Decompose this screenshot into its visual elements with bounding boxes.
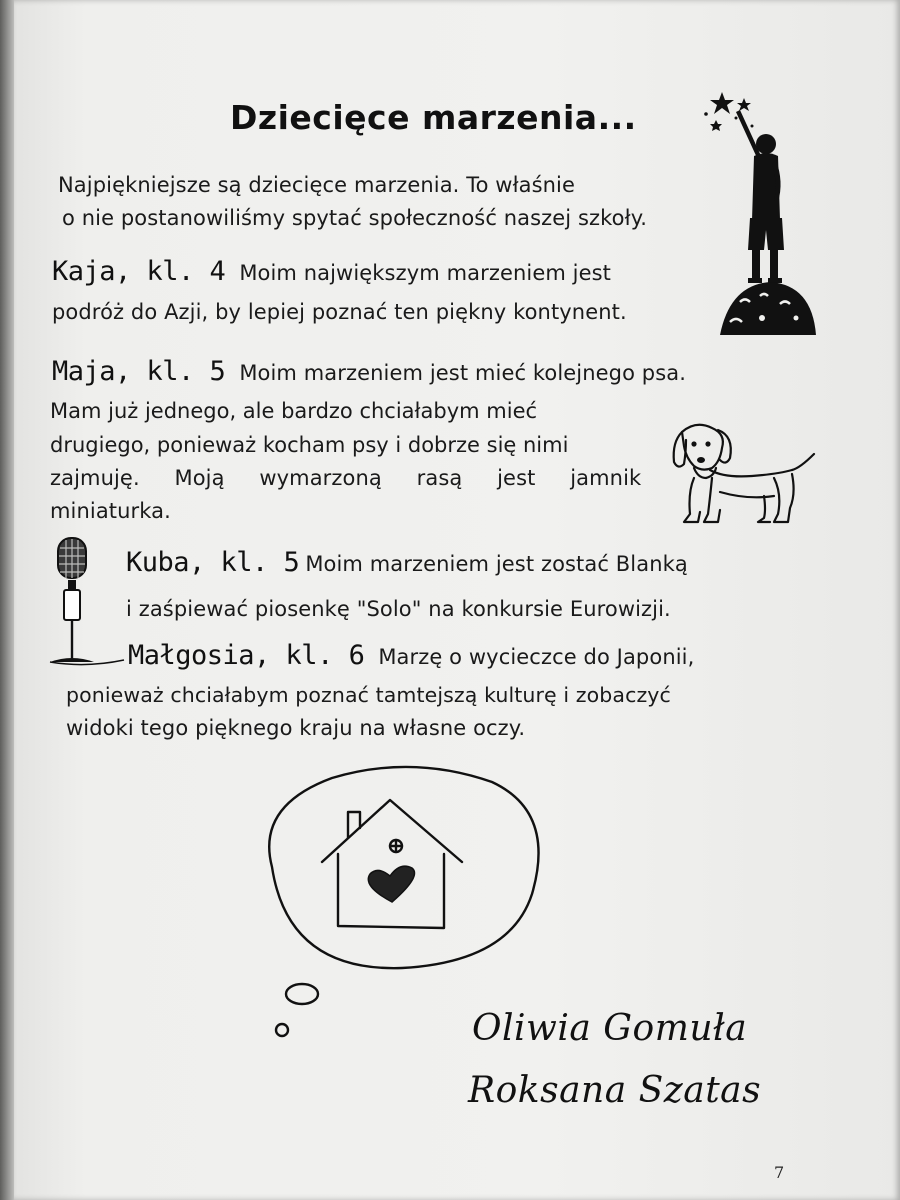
entry-text: Moim marzeniem jest zostać Blanką [305, 552, 688, 576]
page-title: Dziecięce marzenia... [230, 98, 637, 137]
author-maja: Maja, kl. 5 [52, 356, 226, 387]
intro-line-2: o nie postanowiliśmy spytać społeczność naszej szkoły. [62, 206, 648, 230]
page-binding-edge [0, 0, 14, 1200]
entry-text: Moim największym marzeniem jest [239, 261, 611, 285]
entry-kaja-line-1 [52, 256, 611, 287]
thought-bubble-house-icon [252, 762, 552, 1042]
entry-text: Moim marzeniem jest mieć kolejnego psa. [239, 361, 687, 385]
page-number: 7 [774, 1163, 785, 1182]
entry-maja-line-5: miniaturka. [50, 499, 171, 523]
entry-kuba-line-2: i zaśpiewać piosenkę "Solo" na konkursie Eurowizji. [126, 597, 671, 621]
author-malgosia: Małgosia, kl. 6 [128, 640, 365, 671]
entry-kuba-line-1 [126, 547, 688, 578]
entry-malgosia-line-2: ponieważ chciałabym poznać tamtejszą kulturę i zobaczyć [66, 683, 671, 707]
entry-malgosia-line-3: widoki tego pięknego kraju na własne oczy. [66, 716, 526, 740]
signature-line-1: Oliwia Gomuła [472, 1008, 748, 1049]
entry-text: drugiego, ponieważ kocham psy i dobrze się nimi [50, 433, 569, 457]
entry-text: Mam już jednego, ale bardzo chciałabym mieć [50, 399, 538, 423]
entry-malgosia-line-1 [128, 640, 694, 671]
signature-line-2: Roksana Szatas [468, 1070, 762, 1111]
entry-maja-line-2 [50, 399, 662, 423]
entry-maja-line-1 [52, 356, 686, 387]
boy-reaching-stars-icon [700, 90, 820, 340]
intro-line-1: Najpiękniejsze są dziecięce marzenia. To właśnie [58, 173, 576, 197]
microphone-icon [46, 534, 136, 672]
entry-maja-line-4: zajmuję. Moją wymarzoną rasą jest jamnik [50, 466, 642, 490]
author-kaja: Kaja, kl. 4 [52, 256, 226, 287]
entry-maja-line-3 [50, 433, 662, 457]
dachshund-icon [668, 418, 818, 530]
author-kuba: Kuba, kl. 5 [126, 547, 300, 578]
entry-text: Marzę o wycieczce do Japonii, [378, 645, 695, 669]
entry-kaja-line-2: podróż do Azji, by lepiej poznać ten piękny kontynent. [52, 300, 627, 324]
